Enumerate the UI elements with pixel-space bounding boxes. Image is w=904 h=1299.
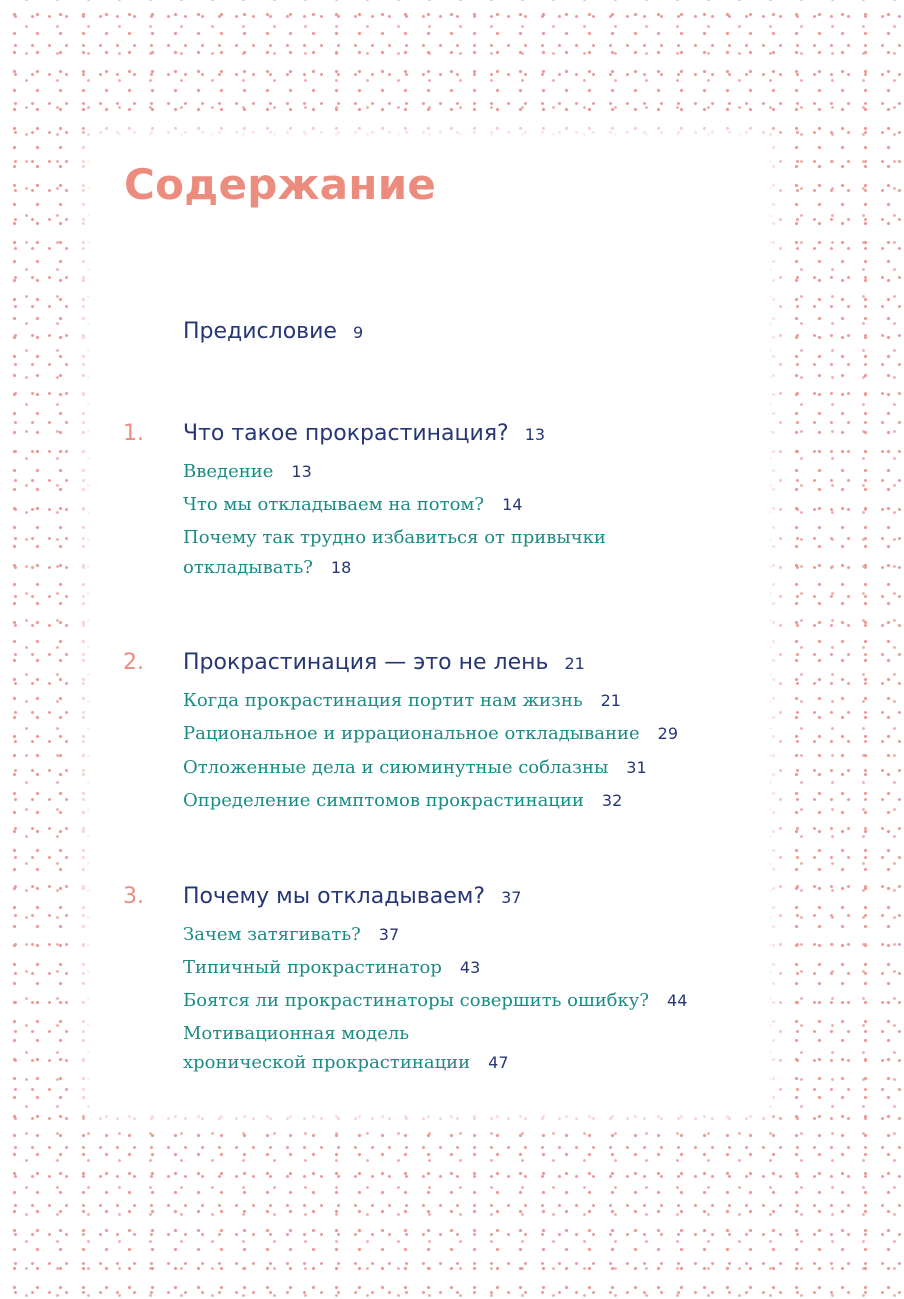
chapter-title: Что такое прокрастинация?: [183, 421, 509, 446]
toc-section[interactable]: [183, 790, 622, 811]
toc-section[interactable]: [183, 461, 312, 482]
chapter-title: Почему мы откладываем?: [183, 884, 486, 909]
toc-page-number: 32: [601, 791, 623, 810]
toc-section[interactable]: [183, 757, 647, 778]
toc-section[interactable]: [183, 690, 621, 711]
toc-page-number: 18: [330, 558, 352, 577]
toc-entry-label: Предисловие: [183, 319, 337, 344]
toc-page-number: 14: [502, 495, 523, 514]
section-label: Почему так трудно избавиться от привычки: [183, 527, 606, 548]
section-label: Рациональное и иррациональное откладывание: [183, 723, 640, 744]
section-label: Что мы откладываем на потом?: [183, 494, 485, 515]
toc-chapter-2[interactable]: [183, 650, 585, 675]
toc-page-number: 47: [488, 1053, 509, 1072]
section-label: Типичный прокрастинатор: [183, 957, 442, 978]
chapter-number: 2.: [123, 650, 144, 675]
toc-page-number: 44: [667, 991, 688, 1010]
section-label: Когда прокрастинация портит нам жизнь: [183, 690, 583, 711]
section-label: Боятся ли прокрастинаторы совершить ошибку?: [183, 990, 650, 1011]
toc-section[interactable]: [183, 957, 480, 978]
chapter-number: 3.: [123, 884, 144, 909]
chapter-number: 1.: [123, 421, 144, 446]
toc-page-number: 43: [459, 958, 481, 977]
toc-page-number: 13: [524, 425, 546, 444]
toc-chapter-1[interactable]: [183, 421, 545, 446]
toc-section[interactable]: [183, 527, 606, 548]
toc-page-number: 21: [600, 691, 621, 710]
section-label: Определение симптомов прокрастинации: [183, 790, 584, 811]
toc-section[interactable]: [183, 723, 678, 744]
toc-chapter-3[interactable]: [183, 884, 521, 909]
toc-page-number: 31: [626, 758, 647, 777]
toc-section[interactable]: [183, 924, 399, 945]
toc-section[interactable]: [183, 494, 522, 515]
toc-page-number: 37: [378, 925, 400, 944]
toc-page-number: 37: [501, 888, 522, 907]
section-label: Зачем затягивать?: [183, 924, 361, 945]
chapter-title: Прокрастинация — это не лень: [183, 650, 549, 675]
section-label: Отложенные дела и сиюминутные соблазны: [183, 757, 609, 778]
section-label: откладывать?: [183, 557, 313, 578]
toc-section[interactable]: [183, 990, 687, 1011]
section-label: Мотивационная модель: [183, 1023, 410, 1044]
toc-section-continued[interactable]: [183, 557, 351, 578]
toc-section[interactable]: [183, 1023, 409, 1044]
section-label: Введение: [183, 461, 274, 482]
section-label: хронической прокрастинации: [183, 1052, 471, 1073]
toc-page-number: 13: [291, 462, 312, 481]
toc-page-number: 29: [657, 724, 678, 743]
page-title: Содержание: [124, 160, 437, 209]
toc-page-number: 21: [564, 654, 585, 673]
toc-preface[interactable]: [183, 319, 363, 344]
toc-page-number: 9: [352, 323, 364, 342]
toc-section-continued[interactable]: [183, 1052, 509, 1073]
